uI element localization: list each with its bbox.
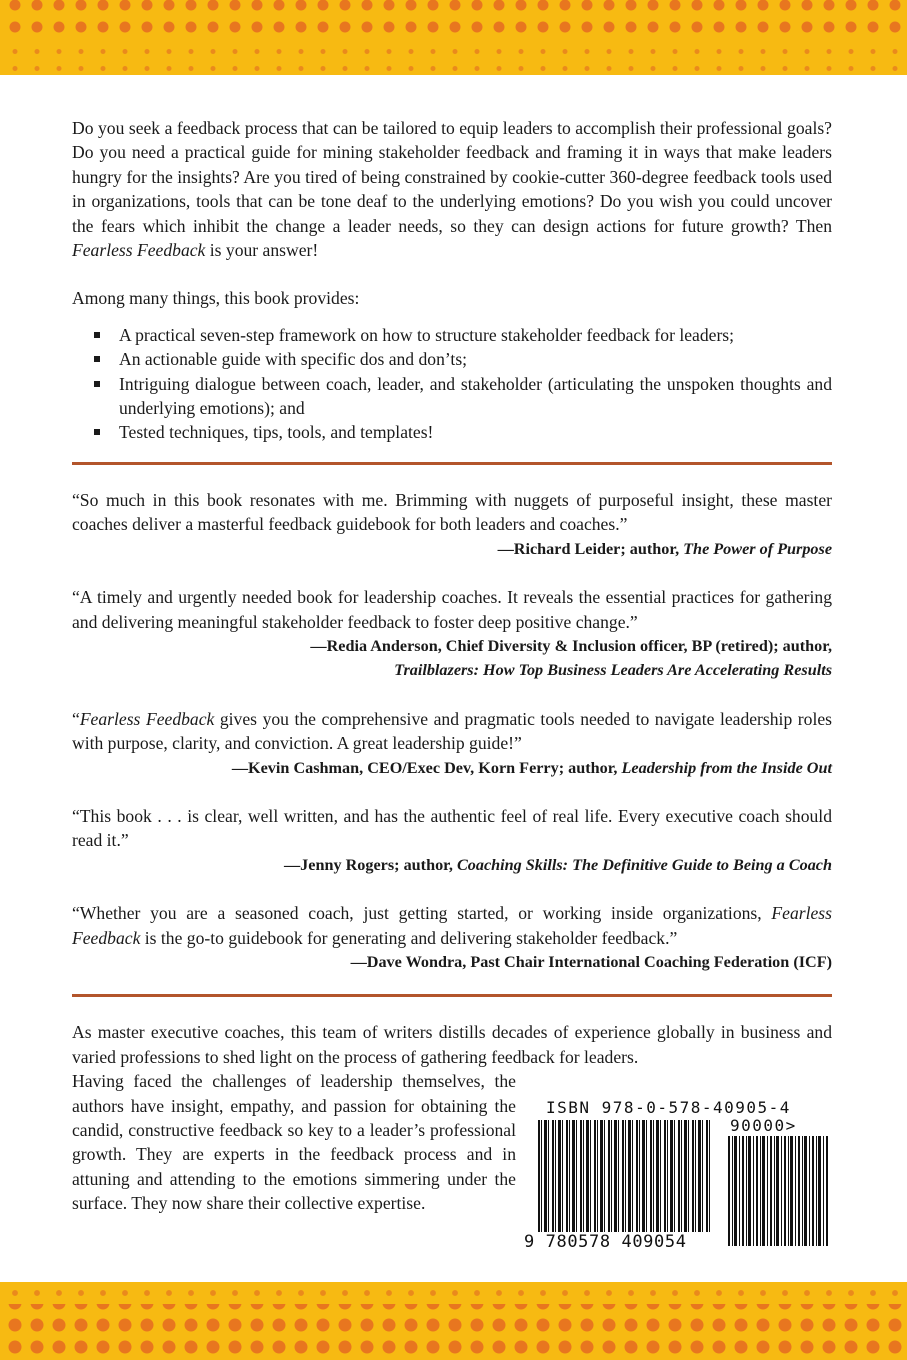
quote-attribution: —Redia Anderson, Chief Diversity & Inclusion officer, BP (retired); author,: [310, 636, 832, 655]
list-lead: Among many things, this book provides:: [72, 288, 360, 309]
quote-attribution: —Richard Leider; author, The Power of Purpose: [497, 539, 832, 558]
list-item: An actionable guide with specific dos and don’ts;: [72, 347, 832, 371]
isbn-label: ISBN 978-0-578-40905-4: [546, 1098, 791, 1117]
quote-text: “A timely and urgently needed book for leadership coaches. It reveals the essential practices for gathering and delivering meaningful stakeholder feedback to foster deep positive change.”: [72, 587, 832, 632]
closing-paragraph: As master executive coaches, this team of writers distills decades of experience globally in business and varied professions to shed light on the process of gathering feedback for leaders.: [72, 1022, 832, 1067]
quote-attribution: —Kevin Cashman, CEO/Exec Dev, Korn Ferry; author, Leadership from the Inside Out: [231, 758, 832, 777]
isbn-barcode: [524, 1098, 836, 1258]
list-item: Tested techniques, tips, tools, and templates!: [72, 420, 832, 444]
quote-text: “Whether you are a seasoned coach, just getting started, or working inside organizations, Fearless Feedback is the go-to guidebook for generating and delivering stakeholder feedback.”: [72, 903, 832, 948]
barcode-bars: [538, 1120, 710, 1232]
list-item: A practical seven-step framework on how to structure stakeholder feedback for leaders;: [72, 323, 832, 347]
section-divider: [72, 994, 832, 997]
feature-list: [72, 323, 832, 445]
section-divider: [72, 462, 832, 465]
quote-text: “This book . . . is clear, well written, and has the authentic feel of real life. Every executive coach should read it.”: [72, 805, 832, 851]
quote-text: “Fearless Feedback gives you the comprehensive and pragmatic tools needed to navigate leadership roles with purpose, clarity, and conviction. A great leadership guide!”: [72, 708, 832, 754]
quote-work: Trailblazers: How Top Business Leaders Are Accelerating Results: [394, 661, 832, 680]
top-dot-band: [0, 0, 907, 75]
price-addon-label: 90000>: [730, 1116, 797, 1135]
addon-barcode-bars: [728, 1136, 828, 1246]
quote-attribution: —Dave Wondra, Past Chair International Coaching Federation (ICF): [350, 952, 832, 971]
quote-attribution: —Jenny Rogers; author, Coaching Skills: The Definitive Guide to Being a Coach: [283, 855, 832, 874]
closing-paragraph-narrow: Having faced the challenges of leadership themselves, the authors have insight, empathy, and passion for obtaining the candid, constructive feedback so key to a leader’s professional growth. They are experts in the feedback process and in attuning and attending to the emotions simmering under the surface. They now share their collective expertise.: [72, 1071, 516, 1214]
back-cover-text: [72, 116, 832, 1216]
endorsement-rogers: [72, 804, 832, 877]
intro-paragraph: Do you seek a feedback process that can be tailored to equip leaders to accomplish their professional goals? Do you need a practical guide for mining stakeholder feedback and framing it in ways that make leaders hungry for the insights? Are you tired of being constrained by cookie-cutter 360-degree feedback tools used in organizations, tools that can be tone deaf to the underlying emotions? Do you wish you could uncover the fears which inhibit the change a leader needs, so they can design actions for future growth? Then Fearless Feedback is your answer!: [72, 118, 832, 261]
endorsement-wondra: [72, 901, 832, 974]
book-title: Fearless Feedback: [72, 240, 206, 261]
endorsement-leider: [72, 488, 832, 561]
endorsement-cashman: [72, 707, 832, 780]
quote-text: “So much in this book resonates with me. Brimming with nuggets of purposeful insight, these master coaches deliver a masterful feedback guidebook for both leaders and coaches.”: [72, 489, 832, 535]
endorsement-anderson: [72, 585, 832, 683]
list-item: Intriguing dialogue between coach, leader, and stakeholder (articulating the unspoken thoughts and underlying emotions); and: [72, 372, 832, 421]
bottom-dot-band: [0, 1282, 907, 1360]
ean-number: 9 780578 409054: [524, 1232, 687, 1252]
